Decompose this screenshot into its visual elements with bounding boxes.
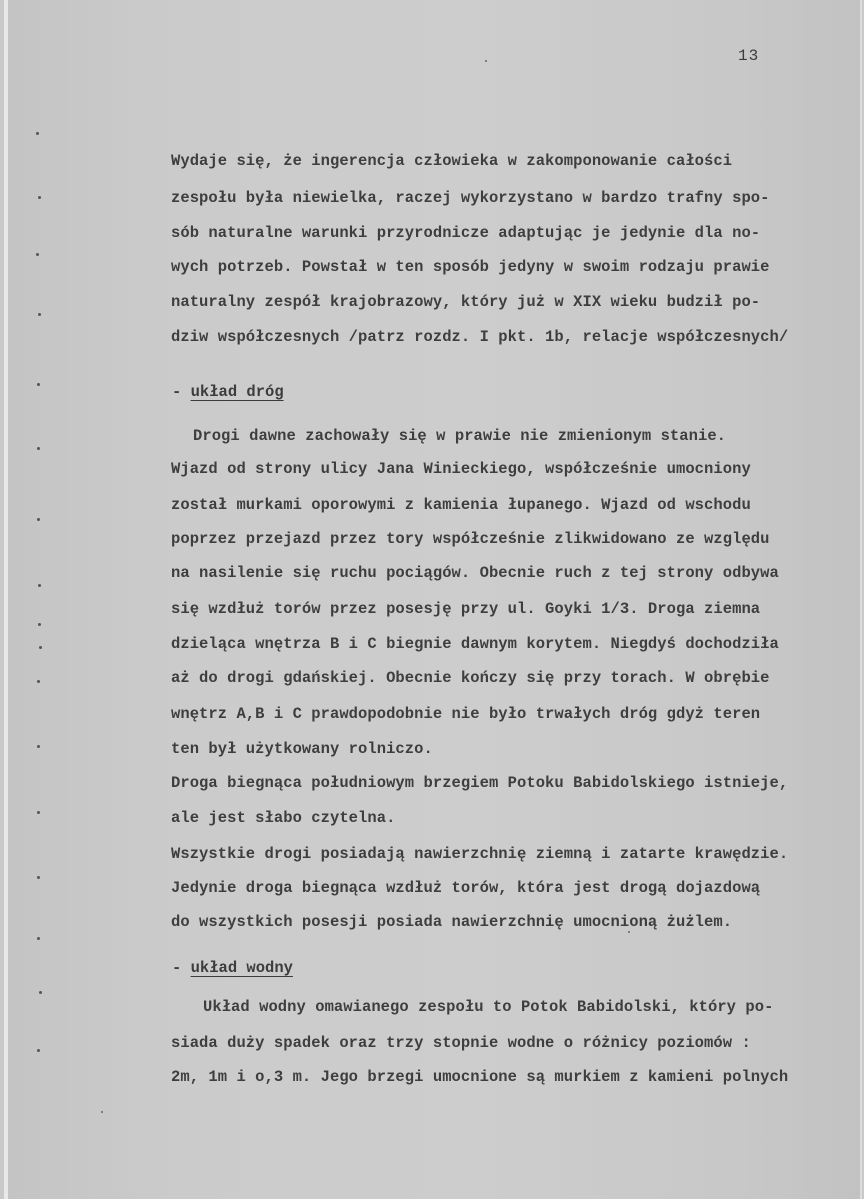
- text-line: ale jest słabo czytelna.: [171, 809, 396, 827]
- text-line: został murkami oporowymi z kamienia łupanego. Wjazd od wschodu: [171, 496, 751, 514]
- text-line: Wydaje się, że ingerencja człowieka w zakomponowanie całości: [171, 152, 733, 170]
- text-line: dzieląca wnętrza B i C biegnie dawnym korytem. Niegdyś dochodziła: [171, 635, 779, 653]
- margin-dot: [39, 646, 42, 649]
- margin-dot: [39, 991, 42, 994]
- text-line: Jedynie droga biegnąca wzdłuż torów, która jest drogą dojazdową: [171, 879, 761, 897]
- heading-label: układ wodny: [190, 959, 293, 977]
- margin-dot: [36, 253, 39, 256]
- text-line: Wjazd od strony ulicy Jana Winieckiego, współcześnie umocniony: [171, 460, 751, 478]
- text-line: 2m, 1m i o,3 m. Jego brzegi umocnione są murkiem z kamieni polnych: [171, 1068, 789, 1086]
- text-line: aż do drogi gdańskiej. Obecnie kończy się przy torach. W obrębie: [171, 669, 770, 687]
- margin-dot: [37, 383, 40, 386]
- text-line: do wszystkich posesji posiada nawierzchnię umocnioną żużlem.: [171, 913, 733, 931]
- scan-speck: [628, 931, 630, 933]
- margin-dot: [37, 680, 40, 683]
- margin-dot: [37, 447, 40, 450]
- margin-dot: [38, 584, 41, 587]
- text-line: poprzez przejazd przez tory współcześnie zlikwidowano ze względu: [171, 530, 770, 548]
- text-line: Wszystkie drogi posiadają nawierzchnię ziemną i zatarte krawędzie.: [171, 845, 789, 863]
- scan-speck: [101, 1111, 103, 1113]
- section-heading-water: [172, 959, 293, 977]
- section-heading-roads: [172, 383, 284, 401]
- margin-dot: [37, 937, 40, 940]
- text-line: Układ wodny omawianego zespołu to Potok Babidolski, który po-: [203, 998, 774, 1016]
- margin-dot: [38, 196, 41, 199]
- margin-dot: [37, 876, 40, 879]
- margin-dot: [38, 623, 41, 626]
- text-line: zespołu była niewielka, raczej wykorzystano w bardzo trafny spo-: [171, 189, 770, 207]
- text-line: Drogi dawne zachowały się w prawie nie zmienionym stanie.: [193, 427, 727, 445]
- text-line: na nasilenie się ruchu pociągów. Obecnie ruch z tej strony odbywa: [171, 564, 779, 582]
- text-line: wnętrz A,B i C prawdopodobnie nie było trwałych dróg gdyż teren: [171, 705, 761, 723]
- margin-dot: [37, 1049, 40, 1052]
- page-left-edge: [4, 0, 8, 1199]
- heading-dash: -: [172, 383, 191, 401]
- text-line: siada duży spadek oraz trzy stopnie wodne o różnicy poziomów :: [171, 1034, 751, 1052]
- margin-dot: [38, 313, 41, 316]
- heading-label: układ dróg: [190, 383, 284, 401]
- text-line: dziw współczesnych /patrz rozdz. I pkt. 1b, relacje współczesnych/: [171, 328, 789, 346]
- text-line: naturalny zespół krajobrazowy, który już w XIX wieku budził po-: [171, 293, 761, 311]
- margin-dot: [36, 132, 39, 135]
- margin-dot: [37, 811, 40, 814]
- heading-dash: -: [172, 959, 191, 977]
- text-line: wych potrzeb. Powstał w ten sposób jedyny w swoim rodzaju prawie: [171, 258, 770, 276]
- page-number: 13: [738, 47, 760, 65]
- text-line: Droga biegnąca południowym brzegiem Potoku Babidolskiego istnieje,: [171, 774, 789, 792]
- scan-speck: [485, 60, 487, 62]
- page-right-edge: [860, 0, 862, 1199]
- margin-dot: [37, 518, 40, 521]
- document-page: [4, 0, 862, 1199]
- text-line: ten był użytkowany rolniczo.: [171, 740, 433, 758]
- text-line: się wzdłuż torów przez posesję przy ul. Goyki 1/3. Droga ziemna: [171, 600, 761, 618]
- margin-dot: [37, 745, 40, 748]
- text-line: sób naturalne warunki przyrodnicze adaptując je jedynie dla no-: [171, 224, 761, 242]
